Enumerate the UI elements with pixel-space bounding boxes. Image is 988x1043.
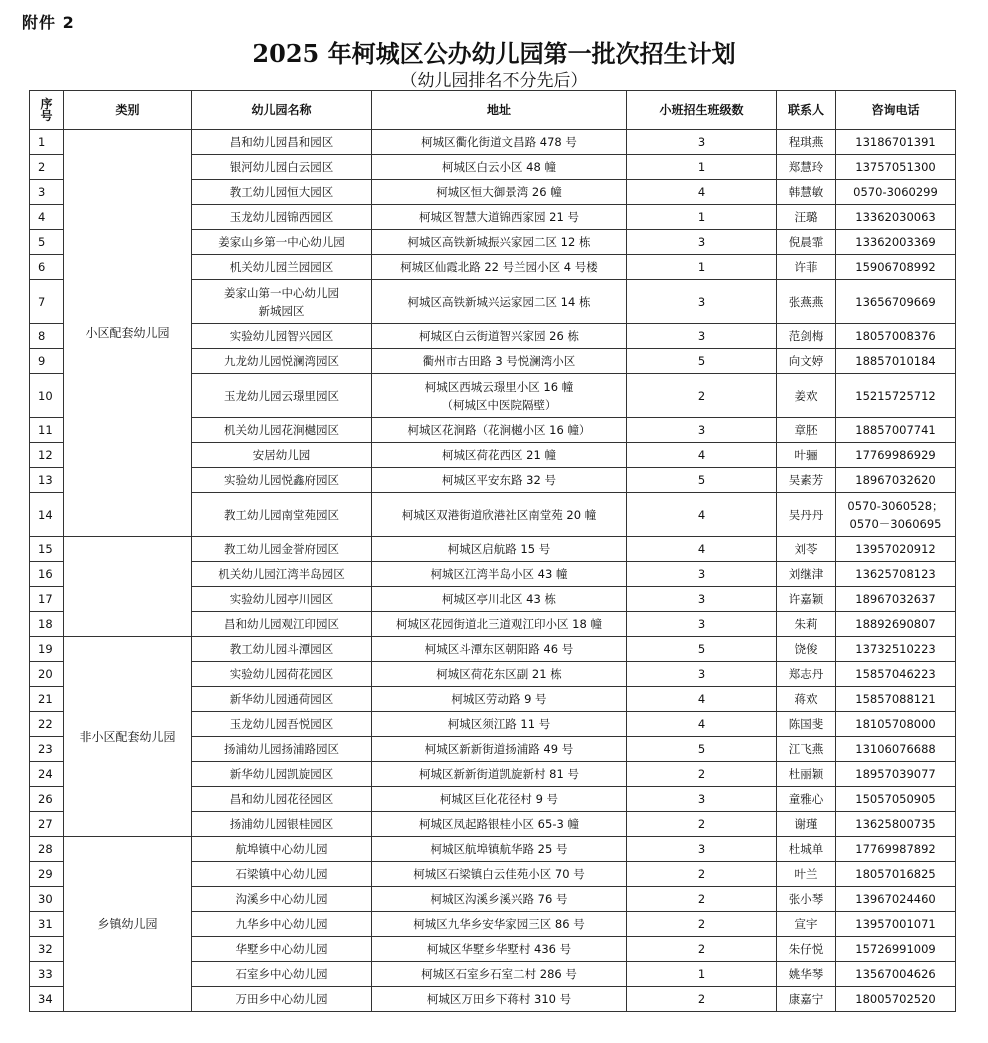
row-number: 24 [30,762,64,787]
kindergarten-name: 机关幼儿园花涧樾园区 [192,418,372,443]
class-count: 3 [627,787,777,812]
row-number: 34 [30,987,64,1012]
class-count: 4 [627,493,777,537]
row-number: 10 [30,374,64,418]
row-number: 28 [30,837,64,862]
class-count: 3 [627,418,777,443]
kindergarten-name: 扬浦幼儿园银桂园区 [192,812,372,837]
class-count: 2 [627,812,777,837]
contact-person: 陈国斐 [777,712,836,737]
page-title: 2025 年柯城区公办幼儿园第一批次招生计划 [252,39,736,68]
kindergarten-name: 银河幼儿园白云园区 [192,155,372,180]
row-number: 1 [30,130,64,155]
phone-number: 15726991009 [836,937,956,962]
header-index [30,91,64,130]
address: 柯城区双港街道欣港社区南堂苑 20 幢 [372,493,627,537]
kindergarten-name: 华墅乡中心幼儿园 [192,937,372,962]
address [372,374,627,418]
kindergarten-name: 姜家山乡第一中心幼儿园 [192,230,372,255]
kindergarten-name: 航埠镇中心幼儿园 [192,837,372,862]
phone-number: 13362030063 [836,205,956,230]
class-count: 2 [627,762,777,787]
contact-person: 吴丹丹 [777,493,836,537]
table-row [30,637,956,662]
kindergarten-name: 石室乡中心幼儿园 [192,962,372,987]
contact-person: 姚华琴 [777,962,836,987]
row-number: 22 [30,712,64,737]
row-number: 7 [30,280,64,324]
phone-number-line1: 0570-3060528； [847,498,944,513]
kindergarten-name: 沟溪乡中心幼儿园 [192,887,372,912]
address: 柯城区新新街道扬浦路 49 号 [372,737,627,762]
class-count: 3 [627,562,777,587]
contact-person: 蒋欢 [777,687,836,712]
row-number: 33 [30,962,64,987]
class-count: 5 [627,637,777,662]
header-address: 地址 [372,91,627,130]
kindergarten-name: 玉龙幼儿园云璟里园区 [192,374,372,418]
address: 柯城区华墅乡华墅村 436 号 [372,937,627,962]
row-number: 32 [30,937,64,962]
phone-number: 15215725712 [836,374,956,418]
phone-number: 13106076688 [836,737,956,762]
contact-person: 郑志丹 [777,662,836,687]
address: 柯城区新新街道凯旋新村 81 号 [372,762,627,787]
category-non-residential: 非小区配套幼儿园 [64,637,192,837]
contact-person: 姜欢 [777,374,836,418]
address: 柯城区凤起路银桂小区 65-3 幢 [372,812,627,837]
class-count: 3 [627,230,777,255]
contact-person: 汪璐 [777,205,836,230]
kindergarten-name: 九龙幼儿园悦澜湾园区 [192,349,372,374]
kindergarten-name: 九华乡中心幼儿园 [192,912,372,937]
kindergarten-name: 教工幼儿园斗潭园区 [192,637,372,662]
address: 柯城区巨化花径村 9 号 [372,787,627,812]
row-number: 18 [30,612,64,637]
address-line1: 柯城区西城云璟里小区 16 幢 [424,379,574,394]
address: 柯城区石梁镇白云佳苑小区 70 号 [372,862,627,887]
phone-number: 13625800735 [836,812,956,837]
address: 柯城区启航路 15 号 [372,537,627,562]
header-index-line1: 序 [40,97,53,111]
row-number: 29 [30,862,64,887]
address: 柯城区万田乡下蒋村 310 号 [372,987,627,1012]
address: 柯城区高铁新城兴运家园二区 14 栋 [372,280,627,324]
row-number: 23 [30,737,64,762]
kindergarten-name [192,280,372,324]
header-phone: 咨询电话 [836,91,956,130]
class-count: 5 [627,737,777,762]
contact-person: 刘继津 [777,562,836,587]
class-count: 4 [627,537,777,562]
phone-number: 13656709669 [836,280,956,324]
phone-number: 13732510223 [836,637,956,662]
kindergarten-name: 昌和幼儿园花径园区 [192,787,372,812]
kindergarten-name: 教工幼儿园金誉府园区 [192,537,372,562]
row-number: 2 [30,155,64,180]
address: 柯城区恒大御景湾 26 幢 [372,180,627,205]
kindergarten-name: 玉龙幼儿园吾悦园区 [192,712,372,737]
row-number: 17 [30,587,64,612]
phone-number: 17769986929 [836,443,956,468]
contact-person: 朱莉 [777,612,836,637]
address: 柯城区白云街道智兴家园 26 栋 [372,324,627,349]
phone-number: 0570-3060299 [836,180,956,205]
kindergarten-name: 实验幼儿园亭川园区 [192,587,372,612]
row-number: 27 [30,812,64,837]
header-classes: 小班招生班级数 [627,91,777,130]
class-count: 3 [627,662,777,687]
class-count: 1 [627,155,777,180]
contact-person: 谢瑾 [777,812,836,837]
row-number: 30 [30,887,64,912]
table-header-row [30,91,956,130]
contact-person: 韩慧敏 [777,180,836,205]
contact-person: 倪晨霏 [777,230,836,255]
contact-person: 宣宇 [777,912,836,937]
row-number: 4 [30,205,64,230]
address: 柯城区智慧大道锦西家园 21 号 [372,205,627,230]
contact-person: 向文婷 [777,349,836,374]
contact-person: 郑慧玲 [777,155,836,180]
class-count: 2 [627,937,777,962]
contact-person: 张燕燕 [777,280,836,324]
phone-number: 13567004626 [836,962,956,987]
contact-person: 叶骊 [777,443,836,468]
category-residential: 小区配套幼儿园 [64,130,192,537]
table-row [30,130,956,155]
phone-number-line2: 0570－3060695 [849,516,942,531]
kindergarten-name: 万田乡中心幼儿园 [192,987,372,1012]
phone-number: 17769987892 [836,837,956,862]
row-number: 9 [30,349,64,374]
kindergarten-name: 安居幼儿园 [192,443,372,468]
contact-person: 刘苓 [777,537,836,562]
kindergarten-name: 机关幼儿园江湾半岛园区 [192,562,372,587]
phone-number [836,493,956,537]
address: 柯城区平安东路 32 号 [372,468,627,493]
enrollment-table [29,90,956,1012]
address: 柯城区沟溪乡溪兴路 76 号 [372,887,627,912]
kindergarten-name: 实验幼儿园智兴园区 [192,324,372,349]
row-number: 11 [30,418,64,443]
address: 柯城区荷花东区副 21 栋 [372,662,627,687]
contact-person: 杜丽颖 [777,762,836,787]
class-count: 3 [627,612,777,637]
address: 柯城区荷花西区 21 幢 [372,443,627,468]
row-number: 14 [30,493,64,537]
class-count: 4 [627,712,777,737]
class-count: 3 [627,130,777,155]
phone-number: 18967032620 [836,468,956,493]
contact-person: 童雅心 [777,787,836,812]
kindergarten-name: 实验幼儿园荷花园区 [192,662,372,687]
address: 柯城区劳动路 9 号 [372,687,627,712]
phone-number: 13625708123 [836,562,956,587]
class-count: 1 [627,205,777,230]
class-count: 5 [627,468,777,493]
row-number: 5 [30,230,64,255]
contact-person: 杜城单 [777,837,836,862]
address: 衢州市古田路 3 号悦澜湾小区 [372,349,627,374]
class-count: 4 [627,443,777,468]
row-number: 20 [30,662,64,687]
contact-person: 章胚 [777,418,836,443]
page-subtitle: （幼儿园排名不分先后） [400,71,588,91]
phone-number: 13757051300 [836,155,956,180]
table-body [30,130,956,1012]
kindergarten-name: 教工幼儿园南堂苑园区 [192,493,372,537]
kindergarten-name: 实验幼儿园悦鑫府园区 [192,468,372,493]
address: 柯城区高铁新城振兴家园二区 12 栋 [372,230,627,255]
phone-number: 18967032637 [836,587,956,612]
kindergarten-name: 扬浦幼儿园扬浦路园区 [192,737,372,762]
phone-number: 18005702520 [836,987,956,1012]
class-count: 3 [627,587,777,612]
phone-number: 18057016825 [836,862,956,887]
row-number: 31 [30,912,64,937]
category-cell-blank [64,537,192,637]
row-number: 26 [30,787,64,812]
row-number: 6 [30,255,64,280]
address-line2: （柯城区中医院隔壁） [441,397,557,412]
kindergarten-name: 石梁镇中心幼儿园 [192,862,372,887]
kindergarten-name: 昌和幼儿园观江印园区 [192,612,372,637]
contact-person: 张小琴 [777,887,836,912]
kindergarten-name-line2: 新城园区 [258,303,305,318]
phone-number: 18892690807 [836,612,956,637]
header-contact: 联系人 [777,91,836,130]
row-number: 12 [30,443,64,468]
attachment-label: 附件 2 [22,13,75,32]
class-count: 3 [627,280,777,324]
kindergarten-name: 机关幼儿园兰园园区 [192,255,372,280]
contact-person: 许嘉颖 [777,587,836,612]
contact-person: 吴素芳 [777,468,836,493]
row-number: 16 [30,562,64,587]
phone-number: 15857088121 [836,687,956,712]
address: 柯城区亭川北区 43 栋 [372,587,627,612]
phone-number: 15057050905 [836,787,956,812]
phone-number: 18857010184 [836,349,956,374]
kindergarten-name-line1: 姜家山第一中心幼儿园 [224,285,339,300]
row-number: 19 [30,637,64,662]
class-count: 4 [627,180,777,205]
class-count: 5 [627,349,777,374]
class-count: 2 [627,887,777,912]
kindergarten-name: 玉龙幼儿园锦西园区 [192,205,372,230]
phone-number: 13957020912 [836,537,956,562]
kindergarten-name: 新华幼儿园通荷园区 [192,687,372,712]
address: 柯城区须江路 11 号 [372,712,627,737]
phone-number: 18857007741 [836,418,956,443]
class-count: 2 [627,862,777,887]
address: 柯城区斗潭东区朝阳路 46 号 [372,637,627,662]
kindergarten-name: 新华幼儿园凯旋园区 [192,762,372,787]
row-number: 3 [30,180,64,205]
address: 柯城区航埠镇航华路 25 号 [372,837,627,862]
phone-number: 13186701391 [836,130,956,155]
row-number: 15 [30,537,64,562]
header-category: 类别 [64,91,192,130]
contact-person: 范剑梅 [777,324,836,349]
address: 柯城区仙霞北路 22 号兰园小区 4 号楼 [372,255,627,280]
address: 柯城区花园街道北三道观江印小区 18 幢 [372,612,627,637]
class-count: 1 [627,255,777,280]
phone-number: 18957039077 [836,762,956,787]
address: 柯城区衢化街道文昌路 478 号 [372,130,627,155]
address: 柯城区九华乡安华家园三区 86 号 [372,912,627,937]
phone-number: 15906708992 [836,255,956,280]
kindergarten-name: 教工幼儿园恒大园区 [192,180,372,205]
contact-person: 朱仔悦 [777,937,836,962]
class-count: 3 [627,324,777,349]
contact-person: 江飞燕 [777,737,836,762]
phone-number: 18105708000 [836,712,956,737]
phone-number: 13957001071 [836,912,956,937]
contact-person: 叶兰 [777,862,836,887]
class-count: 1 [627,962,777,987]
phone-number: 15857046223 [836,662,956,687]
contact-person: 饶俊 [777,637,836,662]
phone-number: 13362003369 [836,230,956,255]
contact-person: 康嘉宁 [777,987,836,1012]
class-count: 3 [627,837,777,862]
phone-number: 13967024460 [836,887,956,912]
address: 柯城区石室乡石室二村 286 号 [372,962,627,987]
row-number: 13 [30,468,64,493]
class-count: 2 [627,374,777,418]
contact-person: 程琪燕 [777,130,836,155]
class-count: 2 [627,912,777,937]
address: 柯城区江湾半岛小区 43 幢 [372,562,627,587]
kindergarten-name: 昌和幼儿园昌和园区 [192,130,372,155]
contact-person: 许菲 [777,255,836,280]
address: 柯城区花涧路（花涧樾小区 16 幢） [372,418,627,443]
phone-number: 18057008376 [836,324,956,349]
address: 柯城区白云小区 48 幢 [372,155,627,180]
class-count: 4 [627,687,777,712]
table-row [30,837,956,862]
header-name: 幼儿园名称 [192,91,372,130]
category-township: 乡镇幼儿园 [64,837,192,1012]
row-number: 8 [30,324,64,349]
header-index-line2: 号 [40,109,53,123]
class-count: 2 [627,987,777,1012]
row-number: 21 [30,687,64,712]
table-row [30,537,956,562]
